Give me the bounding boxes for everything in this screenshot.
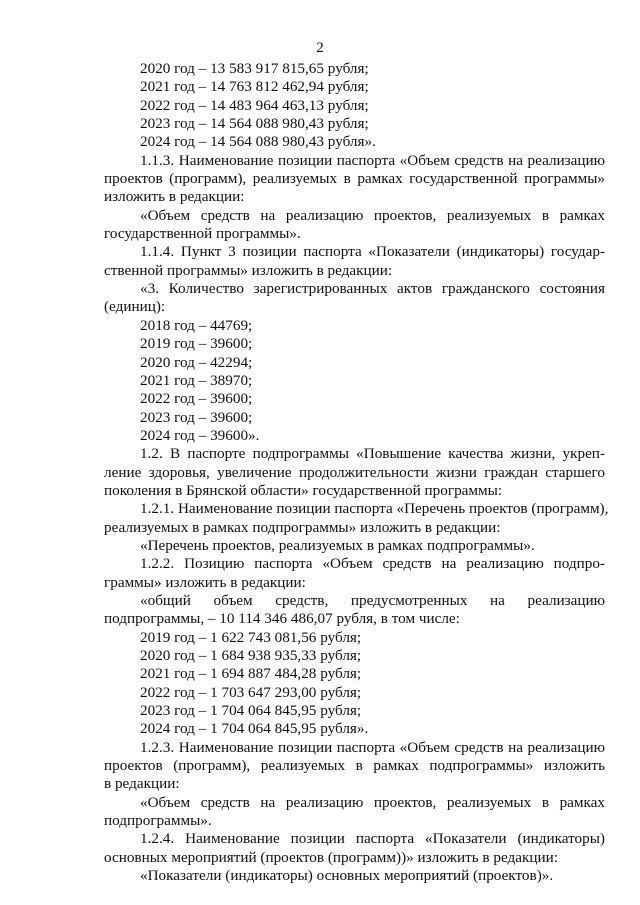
document-line: 1.1.3. Наименование позиции паспорта «Объем средств на реализацию [140,151,605,169]
document-line: 2024 год – 14 564 088 980,43 рубля». [140,133,376,151]
document-line: ление здоровья, увеличение продолжительности жизни граждан старшего [104,463,605,481]
document-line: 2020 год – 1 684 938 935,33 рубля; [140,647,362,664]
document-line: 1.2. В паспорте подпрограммы «Повышение качества жизни, укреп- [140,445,605,463]
document-line: 2019 год – 39600; [140,335,253,353]
document-line: граммы» изложить в редакции: [104,573,306,591]
document-line: «Перечень проектов, реализуемых в рамках подпрограммы». [140,536,535,554]
document-line: изложить в редакции: [104,188,245,206]
document-line: проектов (программ), реализуемых в рамках государственной программы» [104,170,605,188]
document-line: 2020 год – 42294; [140,353,253,371]
document-line: 2023 год – 14 564 088 980,43 рубля; [140,115,369,133]
document-line: подпрограммы, – 10 114 346 486,07 рубля, в том числе: [104,610,460,628]
document-line: (единиц): [104,298,166,316]
document-line: 1.2.4. Наименование позиции паспорта «Показатели (индикаторы) [140,830,605,848]
document-line: 1.2.2. Позицию паспорта «Объем средств на реализацию подпро- [140,555,605,573]
document-line: 1.2.1. Наименование позиции паспорта «Перечень проектов (программ), [140,500,609,518]
document-line: 2018 год – 44769; [140,316,253,334]
document-line: 2023 год – 39600; [140,408,253,426]
document-line: 2022 год – 39600; [140,390,253,408]
page-number: 2 [316,40,324,56]
document-line: 2022 год – 1 703 647 293,00 рубля; [140,683,362,701]
document-line: проектов (программ), реализуемых в рамках подпрограммы» изложить [104,757,605,775]
document-line: 2022 год – 14 483 964 463,13 рубля; [140,96,369,114]
document-line: 2021 год – 1 694 887 484,28 рубля; [140,665,362,683]
document-line: «Показатели (индикаторы) основных мероприятий (проектов)». [140,867,554,885]
document-line: 2021 год – 14 763 812 462,94 рубля; [140,78,369,96]
document-line: «3. Количество зарегистрированных актов гражданского состояния [140,280,605,298]
document-line: поколения в Брянской области» государственной программы: [104,481,503,499]
document-line: государственной программы». [104,225,301,243]
document-body [104,60,609,885]
document-line: «общий объем средств, предусмотренных на реализацию [140,591,605,609]
document-line: 2020 год – 13 583 917 815,65 рубля; [140,60,369,77]
document-line: 1.1.4. Пункт 3 позиции паспорта «Показатели (индикаторы) государ- [140,243,605,261]
document-line: 1.2.3. Наименование позиции паспорта «Объем средств на реализацию [140,738,605,756]
document-line: 2019 год – 1 622 743 081,56 рубля; [140,628,362,646]
document-line: «Объем средств на реализацию проектов, реализуемых в рамках [140,206,605,224]
document-line: основных мероприятий (проектов (программ))» изложить в редакции: [104,848,558,866]
document-line: ственной программы» изложить в редакции: [104,261,393,279]
document-line: 2024 год – 1 704 064 845,95 рубля». [140,720,369,738]
document-line: реализуемых в рамках подпрограммы» изложить в редакции: [104,518,501,536]
document-line: «Объем средств на реализацию проектов, реализуемых в рамках [140,793,605,811]
document-line: в редакции: [104,775,180,793]
document-line: 2023 год – 1 704 064 845,95 рубля; [140,702,362,720]
document-line: 2021 год – 38970; [140,371,253,389]
document-line: подпрограммы». [104,812,212,830]
document-line: 2024 год – 39600». [140,426,260,444]
